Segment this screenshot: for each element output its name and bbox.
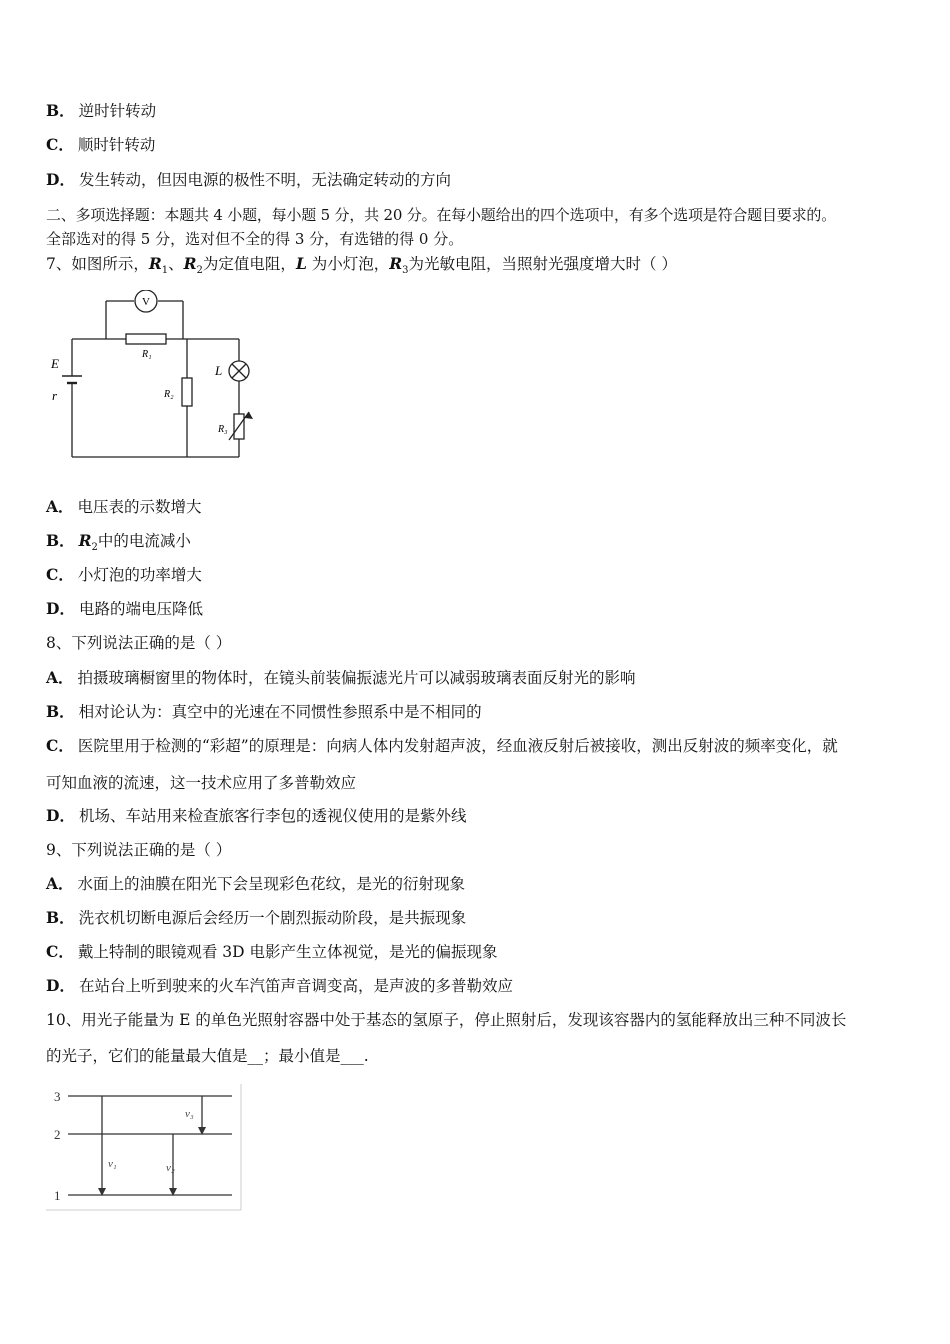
option-text: 洗衣机切断电源后会经历一个剧烈振动阶段，是共振现象 <box>78 909 467 927</box>
option-label: D． <box>46 976 75 995</box>
q10-line1: 10、用光子能量为 E 的单色光照射容器中处于基态的氢原子，停止照射后，发现该容器内的氢能释放出三种不同波长 <box>46 1011 847 1029</box>
option-text: 中的电流减小 <box>97 532 191 550</box>
r1-symbol: R <box>148 254 162 273</box>
q9-option-a <box>46 874 465 894</box>
r3-symbol: R <box>389 254 403 273</box>
level-1-label: 1 <box>54 1188 61 1203</box>
option-label: B． <box>46 702 75 721</box>
q8-option-d <box>46 806 466 826</box>
r1-sub: 1 <box>161 265 169 277</box>
option-text: 小灯泡的功率增大 <box>77 566 202 584</box>
q8-option-a <box>46 668 636 688</box>
option-text: 电压表的示数增大 <box>77 498 202 516</box>
l-symbol: L <box>295 254 307 273</box>
q7-stem <box>46 254 677 281</box>
section2-heading-line1: 二、多项选择题：本题共 4 小题，每小题 5 分，共 20 分。在每小题给出的四个选项中，有多个选项是符合题目要求的。 <box>46 206 836 224</box>
option-text: 发生转动，但因电源的极性不明，无法确定转动的方向 <box>78 171 451 189</box>
option-text: 拍摄玻璃橱窗里的物体时，在镜头前装偏振滤光片可以减弱玻璃表面反射光的影响 <box>77 669 636 687</box>
v3-label: ν₃ <box>185 1108 194 1120</box>
option-label: C． <box>46 736 74 755</box>
voltmeter-label: V <box>142 296 150 308</box>
level-3-label: 3 <box>54 1089 61 1104</box>
q6-option-c <box>46 135 155 155</box>
option-label: A． <box>46 874 74 893</box>
option-text: 顺时针转动 <box>77 136 156 154</box>
q9-stem: 9、下列说法正确的是（ ） <box>46 841 232 859</box>
option-label: D． <box>46 599 75 618</box>
q7-text1: 为定值电阻， <box>202 255 296 273</box>
lamp-label: L <box>215 363 223 378</box>
r2-sub: 2 <box>91 542 98 554</box>
r2-symbol: R <box>183 254 197 273</box>
option-label: A． <box>46 497 74 516</box>
option-text: 相对论认为：真空中的光速在不同惯性参照系中是不相同的 <box>78 703 482 721</box>
q8-option-b <box>46 702 482 722</box>
internal-r-label: r <box>52 388 58 403</box>
r2-label: R₂ <box>164 389 174 400</box>
q7-option-c <box>46 565 202 585</box>
q10-line2: 的光子，它们的能量最大值是__；最小值是___. <box>46 1047 369 1065</box>
r3-label: R₃ <box>218 424 228 435</box>
option-label: B． <box>46 908 75 927</box>
q7-option-d <box>46 599 203 619</box>
option-label: B． <box>46 531 75 550</box>
section2-heading-line2: 全部选对的得 5 分，选对但不全的得 3 分，有选错的得 0 分。 <box>46 230 464 248</box>
q6-option-b <box>46 101 156 121</box>
option-text: 机场、车站用来检查旅客行李包的透视仪使用的是紫外线 <box>78 807 467 825</box>
option-text: 医院里用于检测的“彩超”的原理是：向病人体内发射超声波，经血液反射后被接收，测出反射波的频率变化，就 <box>77 737 838 755</box>
q7-option-b <box>46 531 191 558</box>
option-label: C． <box>46 135 74 154</box>
q8-option-c-continued: 可知血液的流速，这一技术应用了多普勒效应 <box>46 774 357 792</box>
option-text: 水面上的油膜在阳光下会呈现彩色花纹，是光的衍射现象 <box>77 875 466 893</box>
energy-level-diagram <box>46 1084 243 1212</box>
circuit-diagram <box>46 290 261 465</box>
q8-stem: 8、下列说法正确的是（ ） <box>46 634 232 652</box>
q9-option-d <box>46 976 513 996</box>
q7-text3: 为光敏电阻，当照射光强度增大时（ ） <box>408 255 677 273</box>
v1-label: ν₁ <box>108 1158 117 1170</box>
q7-option-a <box>46 497 202 517</box>
r2-sub: 2 <box>196 265 203 277</box>
r1-label: R₁ <box>142 349 152 360</box>
r1-resistor <box>126 334 166 344</box>
option-text: 电路的端电压降低 <box>78 600 203 618</box>
r2-symbol: R <box>78 531 92 550</box>
option-text: 在站台上听到驶来的火车汽笛声音调变高，是声波的多普勒效应 <box>78 977 513 995</box>
v2-label: ν₂ <box>166 1162 175 1174</box>
option-text: 逆时针转动 <box>78 102 157 120</box>
option-label: C． <box>46 565 74 584</box>
option-label: D． <box>46 806 75 825</box>
r2-resistor <box>182 378 192 406</box>
option-label: A． <box>46 668 74 687</box>
r3-sub: 3 <box>402 265 409 277</box>
q7-text2: 为小灯泡， <box>306 255 390 273</box>
option-text: 戴上特制的眼镜观看 3D 电影产生立体视觉，是光的偏振现象 <box>77 943 498 961</box>
option-label: C． <box>46 942 74 961</box>
q8-option-c <box>46 736 838 756</box>
q7-sep: 、 <box>168 255 184 273</box>
q9-option-c <box>46 942 498 962</box>
option-label: D． <box>46 170 75 189</box>
q6-option-d <box>46 170 451 190</box>
emf-label: E <box>51 356 59 371</box>
option-label: B． <box>46 101 75 120</box>
q7-num: 7、如图所示， <box>46 255 149 273</box>
q9-option-b <box>46 908 466 928</box>
level-2-label: 2 <box>54 1127 61 1142</box>
